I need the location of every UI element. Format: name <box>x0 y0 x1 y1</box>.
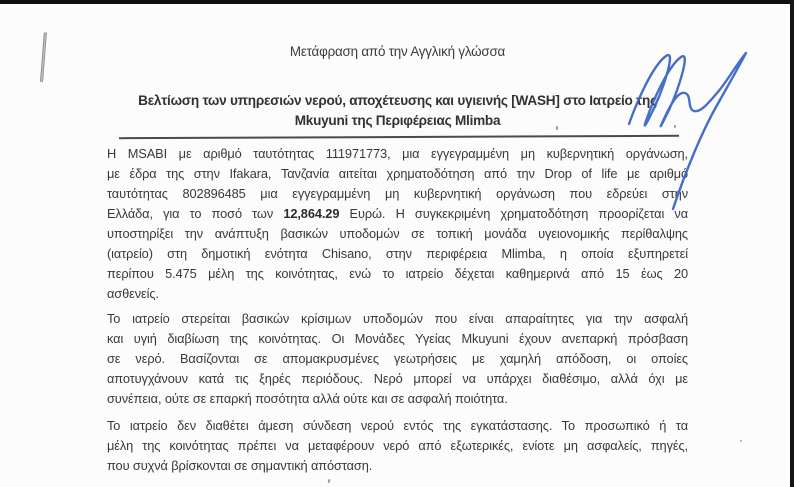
paragraph-infrastructure-problems <box>107 309 688 409</box>
text-line: μέλη της κοινότητας πρέπει να μεταφέρουν νερό από εξωτερικές, ενίοτε μη ασφαλείς, πηγές, <box>107 438 688 453</box>
translation-note: Μετάφραση από την Αγγλική γλώσσα <box>289 44 506 59</box>
document-title-line2: Mkuyuni της Περιφέρειας Mlimba <box>294 113 501 128</box>
document-title <box>87 91 708 131</box>
scan-speck <box>674 125 676 128</box>
scan-edge-artifact-top <box>0 0 794 4</box>
text-line: ασθενείς. <box>107 286 159 301</box>
text-line: με έδρα της στην Ifakara, Τανζανία αιτείται χρηματοδότηση από την Drop of life με αριθμό <box>107 166 688 181</box>
text-line: αποτυγχάνουν κατά τις ξηρές περιόδους. Νερό μπορεί να υπάρχει διαθέσιμο, αλλά όχι με <box>107 371 688 386</box>
text-line: συνέπεια, ούτε σε επαρκή ποσότητα αλλά ούτε και σε ασφαλή ποιότητα. <box>107 391 508 406</box>
text-line: (ιατρείο) στη δημοτική ενότητα Chisano, στην περιφέρεια Mlimba, η οποία εξυπηρετεί <box>107 246 688 261</box>
text-line: Το ιατρείο δεν διαθέτει άμεση σύνδεση νερού εντός της εγκατάστασης. Το προσωπικό ή τα <box>107 418 688 433</box>
document-title-line1: Βελτίωση των υπηρεσιών νερού, αποχέτευσης και υγιεινής [WASH] στο Ιατρείο της <box>138 93 657 108</box>
text-line: και υγιή διαβίωση της κοινότητας. Οι Μονάδες Υγείας Mkuyuni έχουν ανεπαρκή πρόσβαση <box>107 331 688 346</box>
staple-mark <box>40 32 47 82</box>
text-segment: Ευρώ. Η συγκεκριμένη χρηματοδότηση προορίζεται να <box>339 206 688 221</box>
paragraph-water-connection <box>107 416 688 476</box>
scan-edge-artifact-right <box>790 0 794 487</box>
scan-speck <box>740 440 742 442</box>
paragraph-funding-request <box>107 144 688 304</box>
scan-speck <box>328 479 331 483</box>
text-line: που συχνά βρίσκονται σε σημαντική απόσταση. <box>107 458 373 473</box>
title-underline <box>119 135 679 139</box>
text-segment: Ελλάδα, για το ποσό των <box>107 206 284 221</box>
scan-speck <box>556 126 558 130</box>
funding-amount: 12,864.29 <box>283 206 340 221</box>
text-line: υποστηρίξει την ανάπτυξη βασικών υποδομών σε τοπική μονάδα υγειονομικής περίθαλψης <box>107 226 688 241</box>
text-line: σε νερό. Βασίζονται σε απομακρυσμένες γεωτρήσεις με χαμηλή απόδοση, οι οποίες <box>107 351 688 366</box>
text-line: περίπου 5.475 μέλη της κοινότητας, ενώ το ιατρείο δέχεται καθημερινά από 15 έως 20 <box>107 266 688 281</box>
text-line: Η MSABI με αριθμό ταυτότητας 111971773, μια εγγεγραμμένη μη κυβερνητική οργάνωση, <box>107 146 688 161</box>
text-line: Το ιατρείο στερείται βασικών κρίσιμων υποδομών που είναι απαραίτητες για την ασφαλή <box>107 311 688 326</box>
text-line-with-amount <box>107 204 688 224</box>
text-line: ταυτότητας 802896485 μια εγγεγραμμένη μη κυβερνητική οργάνωση που εδρεύει στην <box>107 186 688 201</box>
